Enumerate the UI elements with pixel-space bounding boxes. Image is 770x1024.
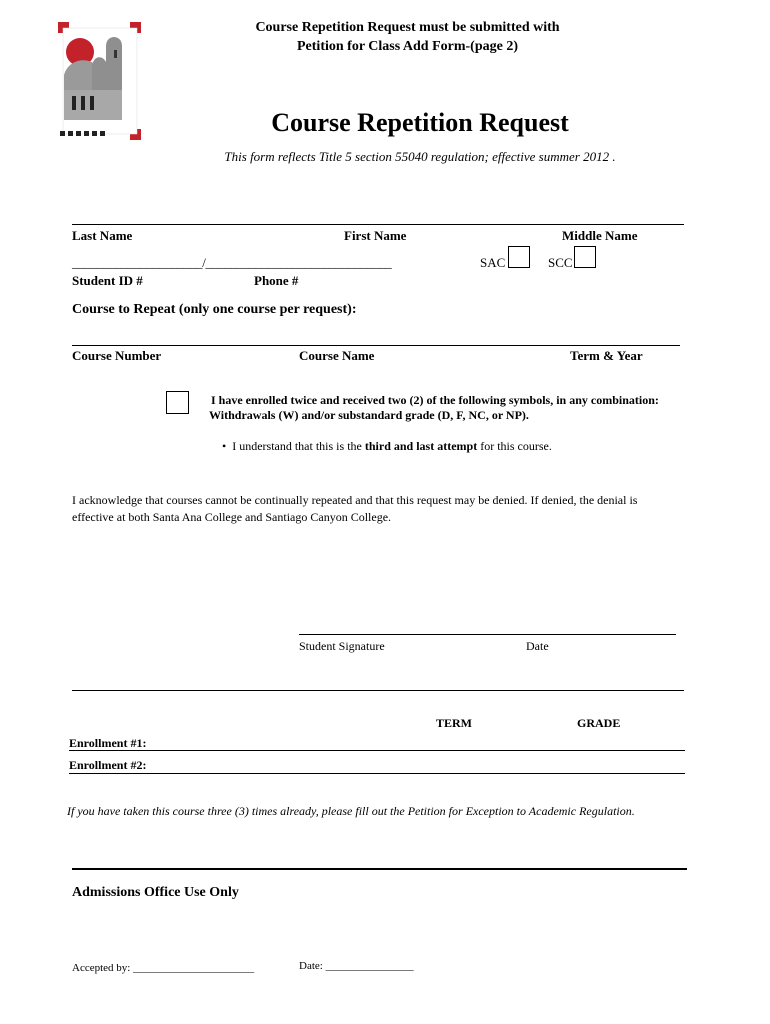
name-line[interactable] <box>72 224 684 225</box>
petition-note: If you have taken this course three (3) times already, please fill out the Petition for Exception to Academic Regulation. <box>67 804 635 818</box>
admissions-date-field[interactable]: Date: ________________ <box>299 960 414 972</box>
acknowledge-line-2: effective at both Santa Ana College and Santiago Canyon College. <box>72 510 392 524</box>
enrollment-1-line[interactable] <box>69 750 685 751</box>
term-year-label: Term & Year <box>570 348 643 363</box>
enrollment-1-label: Enrollment #1: <box>69 736 147 750</box>
signature-date-label: Date <box>526 639 549 653</box>
id-phone-line[interactable]: _____________________/______________________________ <box>72 255 392 270</box>
header-line-2: Petition for Class Add Form-(page 2) <box>297 39 518 54</box>
enrolled-twice-line-2: Withdrawals (W) and/or substandard grade (D, F, NC, or NP). <box>209 408 529 422</box>
sac-checkbox[interactable] <box>508 246 530 268</box>
grade-header: GRADE <box>577 716 621 730</box>
course-name-label: Course Name <box>299 348 375 363</box>
enrolled-twice-checkbox[interactable] <box>166 391 189 414</box>
bullet-text-post: for this course. <box>477 439 552 453</box>
college-logo <box>56 20 142 142</box>
student-id-label: Student ID # <box>72 273 143 288</box>
phone-label: Phone # <box>254 273 299 288</box>
admissions-heading: Admissions Office Use Only <box>72 885 239 900</box>
term-header: TERM <box>436 716 472 730</box>
enrollment-2-label: Enrollment #2: <box>69 758 147 772</box>
first-name-label: First Name <box>344 228 407 243</box>
student-signature-label: Student Signature <box>299 639 385 653</box>
course-line[interactable] <box>72 345 680 346</box>
sac-label: SAC <box>480 255 506 270</box>
section-divider <box>72 690 684 691</box>
bullet-text-bold: third and last attempt <box>364 439 478 453</box>
signature-line[interactable] <box>299 634 676 635</box>
middle-name-label: Middle Name <box>562 228 638 243</box>
scc-label: SCC <box>548 255 573 270</box>
last-name-label: Last Name <box>72 228 133 243</box>
page-title: Course Repetition Request <box>271 108 569 137</box>
header-line-1: Course Repetition Request must be submitted with <box>255 20 560 35</box>
enrolled-twice-line-1: I have enrolled twice and received two (2) of the following symbols, in any combination: <box>211 393 659 407</box>
enrollment-2-line[interactable] <box>69 773 685 774</box>
college-building-logo-icon <box>56 20 142 142</box>
bullet-text-pre: I understand that this is the <box>232 439 365 453</box>
third-attempt-bullet <box>222 439 552 454</box>
bullet-icon: • <box>222 439 233 453</box>
acknowledge-line-1: I acknowledge that courses cannot be continually repeated and that this request may be denied. If denied, the denial is <box>72 493 638 507</box>
course-repeat-heading: Course to Repeat (only one course per request): <box>72 302 357 317</box>
admissions-divider <box>72 868 687 870</box>
course-number-label: Course Number <box>72 348 162 363</box>
page-subtitle: This form reflects Title 5 section 55040 regulation; effective summer 2012 . <box>224 149 616 164</box>
accepted-by-field[interactable]: Accepted by: ______________________ <box>72 962 255 974</box>
scc-checkbox[interactable] <box>574 246 596 268</box>
